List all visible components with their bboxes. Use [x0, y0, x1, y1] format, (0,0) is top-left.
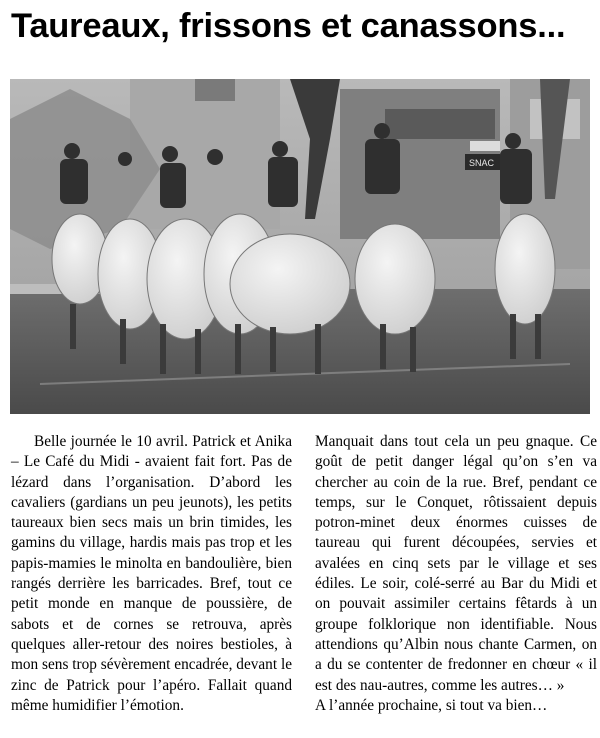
shop-sign-text: SNAC	[469, 158, 495, 168]
article-paragraph: Manquait dans tout cela un peu gnaque. Ce goût de petit danger légal qu’on s’en va chercher au coin de la rue. Bref, pendant ce temps, sur le Conquet, rôtissaient depuis potron-minet deux énormes cuisses de taureau qui furent découpées, servies et avalées en cinq sets par le village et ses édiles. Le soir, colé-serré au Bar du Midi et on pouvait assimiler certains fêtards à un groupe folklorique non identifiable. Nous attendions qu’Albin nous chante Carmen, on a du se contenter de fredonner en chœur « il est des nau-autres, comme les autres… »	[315, 433, 597, 694]
article-column-left	[11, 432, 292, 716]
article-closing-line: A l’année prochaine, si tout va bien…	[315, 696, 548, 714]
article-paragraph: Belle journée le 10 avril. Patrick et Anika – Le Café du Midi - avaient fait fort. Pas de lézard dans l’organisation. D’abord les cavaliers (gardians un peu jeunots), les petits taureaux bien secs mais un brin timides, les gamins du village, hardis mais pas trop et les papis-mamies le minolta en bandoulière, bien rangés derrière les barricades. Bref, tout ce petit monde en manque de poussière, de sabots et de cornes se retrouva, après quelques aller-retour des noires bestioles, à mon sens trop sévèrement encadrée, devant le zinc de Patrick pour l’apéro. Fallait quand même humidifier l’émotion.	[11, 433, 292, 714]
article-photo	[10, 79, 590, 414]
horses-photo-illustration	[10, 79, 590, 414]
article-headline: Taureaux, frissons et canassons...	[11, 7, 566, 45]
article-column-right	[315, 432, 597, 716]
